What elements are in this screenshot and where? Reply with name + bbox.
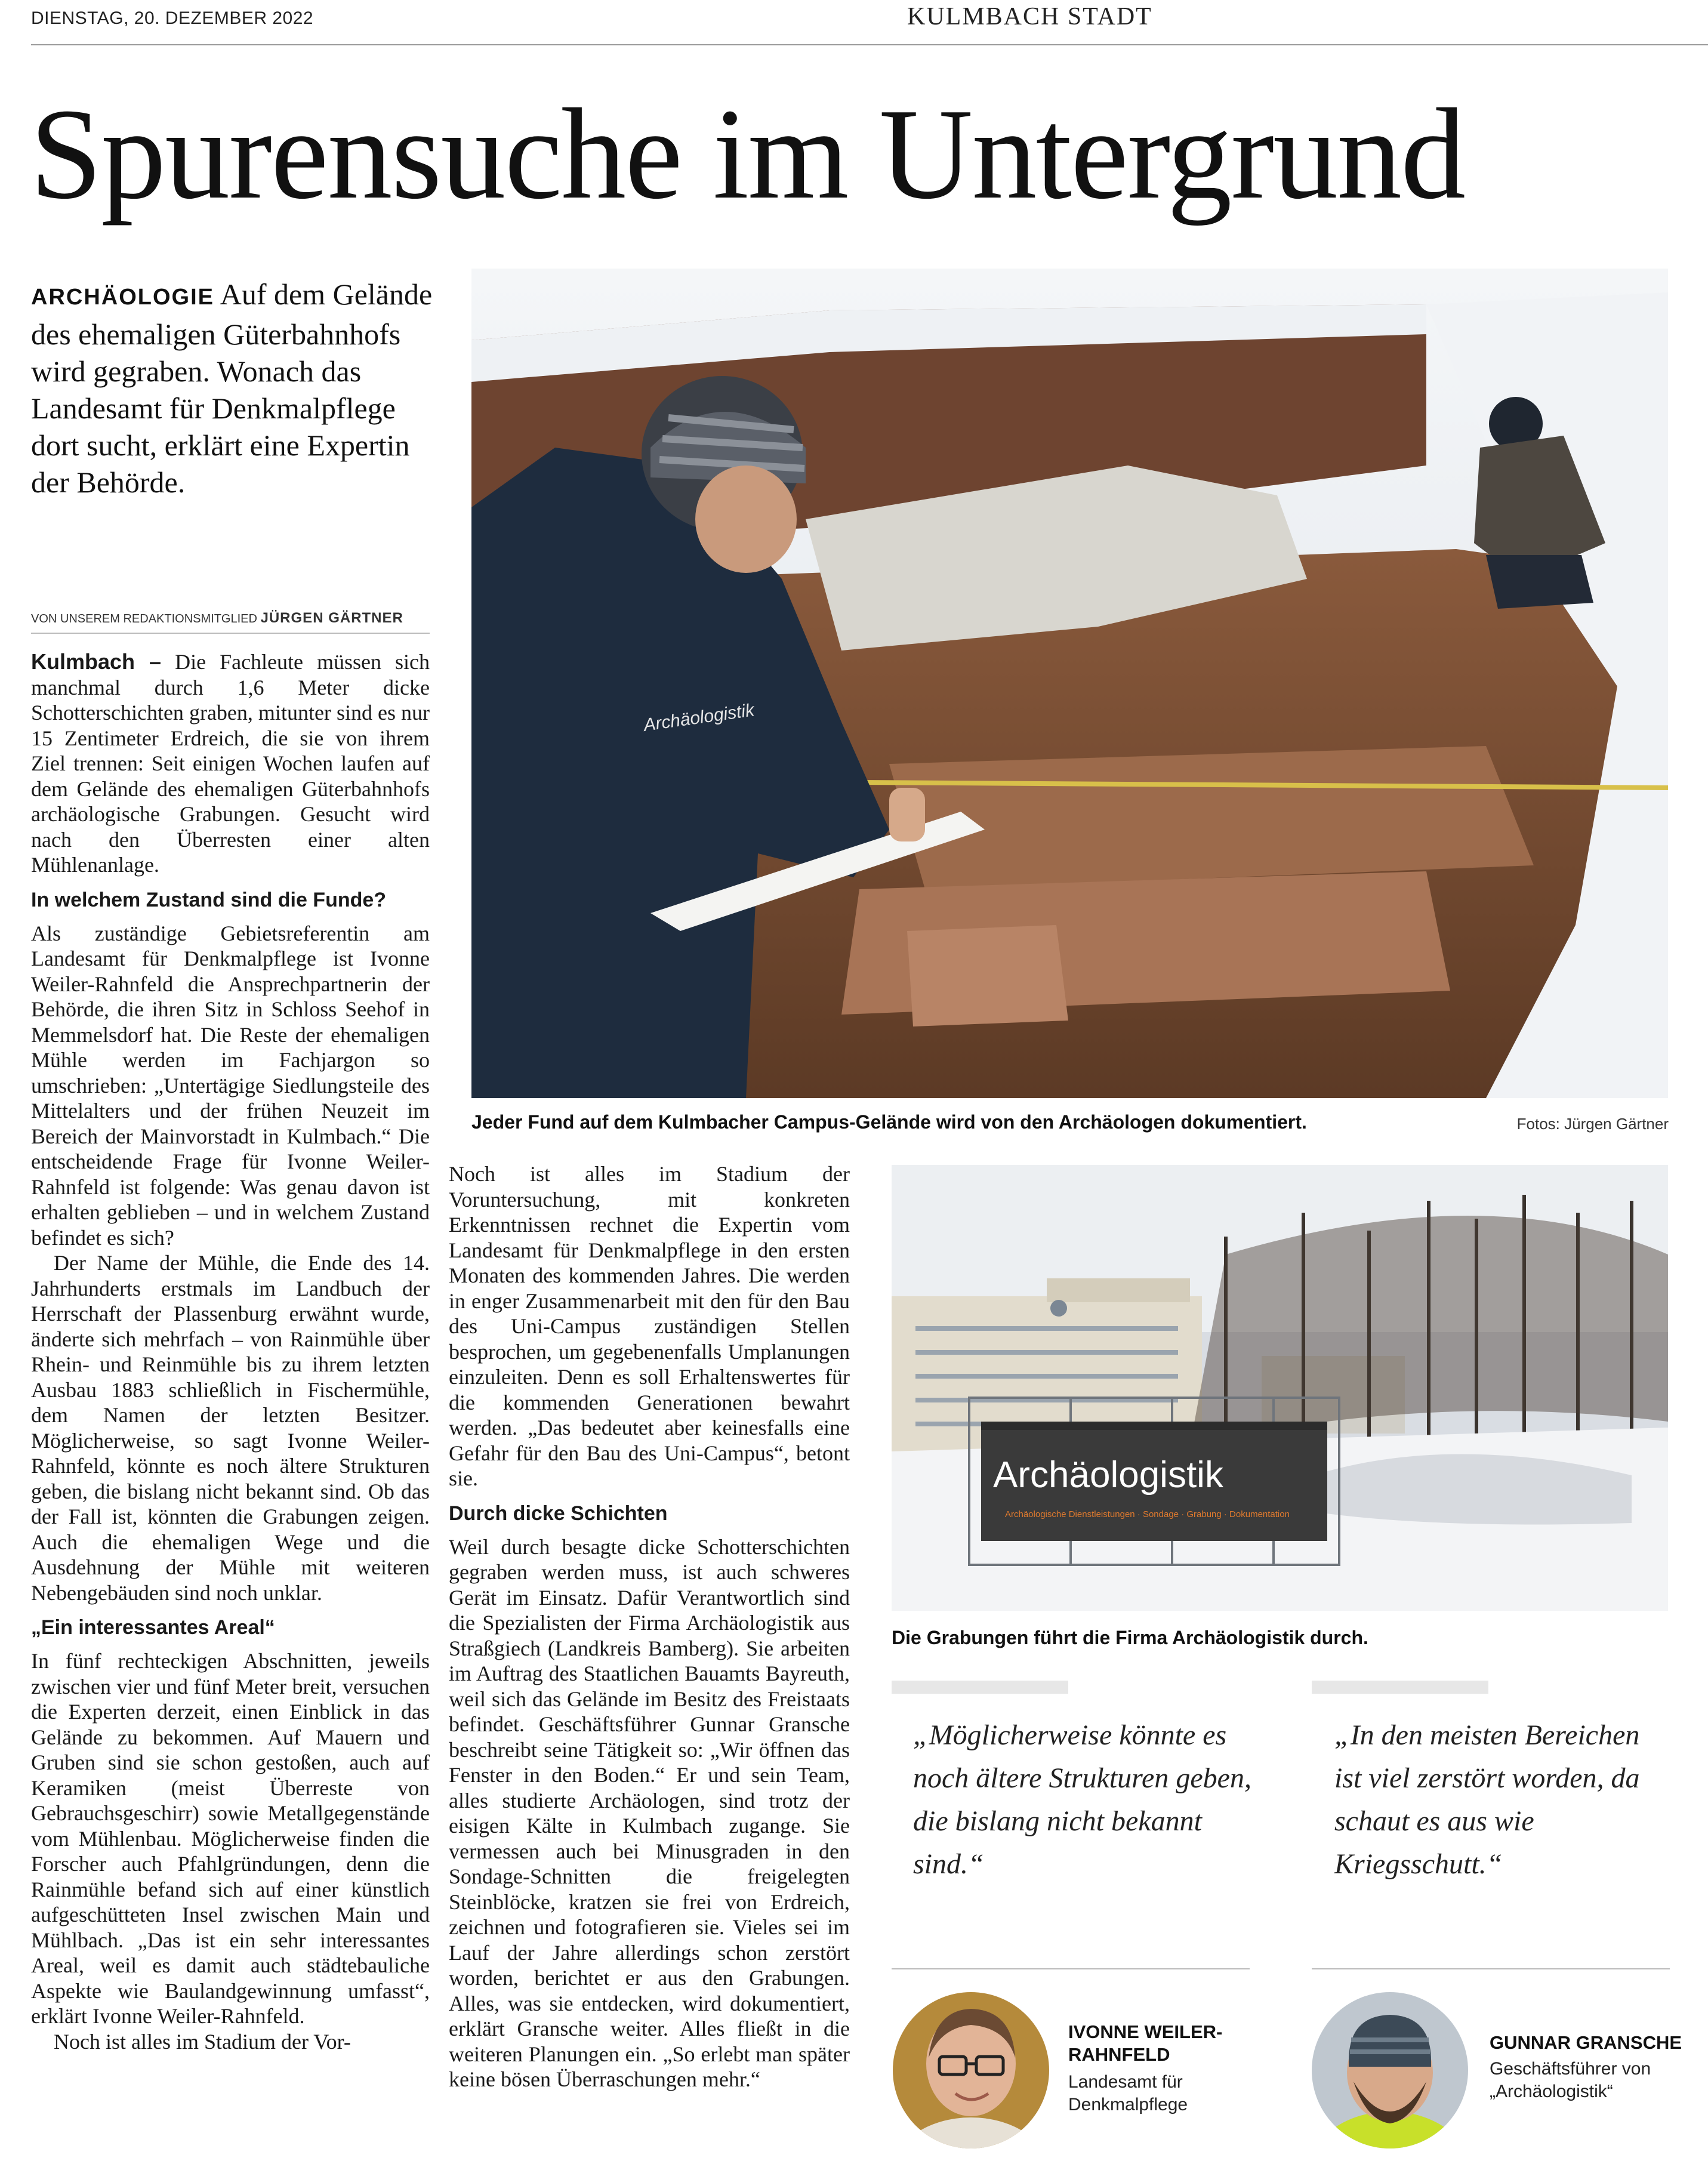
- paragraph-6: Weil durch besagte dicke Schotterschichten gegraben werden muss, ist auch schweres Gerät im Einsatz. Dafür Verantwortlich sind die Spezialisten der Firma Archäologistik aus Straßgiech (Landkreis Bamberg). Sie arbeiten im Auftrag des Staatlichen Bauamts Bayreuth, weil sich das Gelände im Besitz des Freistaats befindet. Geschäftsführer Gunnar Gransche beschreibt seine Tätigkeit so: „Wir öffnen das Fenster in den Boden.“ Er und sein Team, alles studierte Archäologen, sind trotz der eisigen Kälte in Kulmbach zugange. Sie vermessen auch bei Minusgraden in den Sondage-Schnitten die freigelegten Steinblöcke, kratzen sie frei von Erdreich, zeichnen und fotografieren sie. Vieles sei im Lauf der Jahre allerdings schon zerstört worden, berichtet er aus den Grabungen. Alles, was sie entdecken, wird dokumentiert, erklärt Gransche weiter. Alles fließt in die weiteren Planungen ein. „So erlebt man später keine bösen Überraschungen mehr.“: [449, 1534, 850, 2091]
- paragraph-5: Noch ist alles im Stadium der Voruntersuchung, mit konkreten Erkenntnissen rechnet die Expertin vom Landesamt für Denkmalpflege in den ersten Monaten des kommenden Jahres. Die werden in enger Zusammenarbeit mit den für den Bau des Uni-Campus zuständigen Stellen besprochen, um gegebenenfalls Umplanungen einzuleiten. Denn es soll Erhaltenswertes für die kommenden Generationen bewahrt werden. „Das bedeutet aber keinesfalls eine Gefahr für den Bau des Uni-Campus“, betont sie.: [449, 1162, 850, 1490]
- byline-divider: [31, 633, 430, 634]
- quote-divider-1: [892, 1968, 1250, 1969]
- portrait-gransche: [1312, 1992, 1468, 2148]
- byline: [31, 610, 437, 627]
- paragraph-1-text: Die Fachleute müssen sich manchmal durch 1,6 Meter dicke Schotterschichten graben, mitunter sind es nur 15 Zentimeter Erdreich, die sie von ihrem Ziel trennen: Seit einigen Wochen laufen auf dem Gelände des ehemaligen Güterbahnhofs archäologische Grabungen. Gesucht wird nach den Überresten einer alten Mühlenanlage.: [31, 650, 430, 877]
- person-role-1: Landesamt für Denkmalpflege: [1068, 2072, 1188, 2114]
- quote-gransche: „In den meisten Bereichen ist viel zerstört worden, da schaut es aus wie Kriegsschutt.“: [1334, 1719, 1640, 1880]
- issue-date: DIENSTAG, 20. DEZEMBER 2022: [31, 8, 314, 28]
- subheading-1: In welchem Zustand sind die Funde?: [31, 888, 387, 911]
- article-column-1: [31, 649, 430, 2153]
- paragraph-5-start: Noch ist alles im Stadium der Vor-: [54, 2029, 351, 2054]
- person-name-2: GUNNAR GRANSCHE: [1490, 2032, 1682, 2053]
- person-name-1: IVONNE WEILER-RAHNFELD: [1068, 2021, 1223, 2065]
- photo-caption-1: Jeder Fund auf dem Kulmbacher Campus-Gelände wird von den Archäologen dokumentiert.: [471, 1111, 1307, 1133]
- paragraph-3: Der Name der Mühle, die Ende des 14. Jahrhunderts erstmals im Landbuch der Herrschaft der Plassenburg erwähnt wurde, änderte sich mehrfach – von Rainmühle über Rhein- und Reinmühle bis zu ihrem letzten Ausbau 1883 schließlich in Fischermühle, dem Namen der letzten Besitzer. Möglicherweise, so sagt Ivonne Weiler-Rahnfeld, könnte es noch ältere Strukturen geben, die bislang nicht bekannt sind. Ob das der Fall ist, könnten die Grabungen zeigen. Auch die ehemaligen Wege und die Ausdehnung der Mühle mit weiteren Nebengebäuden sind noch unklar.: [31, 1251, 430, 1605]
- banner-subtext: Archäologische Dienstleistungen · Sondage · Grabung · Dokumentation: [1005, 1509, 1290, 1519]
- quote-bar-2: [1312, 1681, 1488, 1694]
- portrait-weiler-rahnfeld: [893, 1992, 1049, 2148]
- dateline: Kulmbach –: [31, 649, 162, 674]
- site-banner-photo: [892, 1165, 1668, 1611]
- article-column-2: [449, 1161, 850, 2164]
- quote-divider-2: [1312, 1968, 1670, 1969]
- subheading-3: Durch dicke Schichten: [449, 1502, 668, 1525]
- header-divider: [31, 44, 1708, 45]
- excavation-photo: [471, 269, 1668, 1098]
- quote-bar-1: [892, 1681, 1068, 1694]
- intro-text: Auf dem Gelände des ehemaligen Güterbahnhofs wird gegraben. Wonach das Landesamt für Denkmalpflege dort sucht, erklärt eine Expertin der Behörde.: [31, 278, 433, 499]
- article-intro: [31, 276, 437, 501]
- person-role-2: Geschäftsführer von „Archäologistik“: [1490, 2059, 1651, 2101]
- article-headline: Spurensuche im Untergrund: [30, 82, 1465, 226]
- jacket-logo: Archäologistik: [642, 700, 756, 735]
- photo-caption-2: Die Grabungen führt die Firma Archäologistik durch.: [892, 1627, 1368, 1648]
- paragraph-2: Als zuständige Gebietsreferentin am Landesamt für Denkmalpflege ist Ivonne Weiler-Rahnfeld die Ansprechpartnerin der Behörde, die ihren Sitz in Schloss Seehof in Memmelsdorf hat. Die Reste der ehemaligen Mühle werden im Fachjargon so umschrieben: „Untertägige Siedlungsteile des Mittelalters und der frühen Neuzeit im Bereich der Mainvorstadt in Kulmbach.“ Die entscheidende Frage für Ivonne Weiler-Rahnfeld ist folgende: Was genau davon ist erhalten geblieben – und in welchem Zustand befindet es sich?: [31, 921, 430, 1250]
- quote-weiler-rahnfeld: „Möglicherweise könnte es noch ältere Strukturen geben, die bislang nicht bekannt sind.“: [913, 1719, 1251, 1880]
- section-title: KULMBACH STADT: [907, 3, 1152, 30]
- byline-author: JÜRGEN GÄRTNER: [260, 610, 403, 626]
- paragraph-1: [31, 649, 430, 878]
- byline-prefix: VON UNSEREM REDAKTIONSMITGLIED: [31, 612, 257, 625]
- banner-logo: Archäologistik: [993, 1454, 1223, 1496]
- photo-credit: Fotos: Jürgen Gärtner: [1516, 1115, 1669, 1133]
- subheading-2: „Ein interessantes Areal“: [31, 1616, 275, 1639]
- paragraph-4: In fünf rechteckigen Abschnitten, jeweils zwischen vier und fünf Meter breit, versuchen die Experten derzeit, einen Einblick in das Gelände zu bekommen. Auf Mauern und Gruben sind sie schon gestoßen, auch auf Keramiken (meist Überreste von Gebrauchsgeschirr) sowie Metallgegenstände vom Mühlenbau. Möglicherweise finden die Forscher auch Pfahlgründungen, denn die Rainmühle befand sich auf einer künstlich aufgeschütteten Insel zwischen Main und Mühlbach. „Das ist ein sehr interessantes Areal, weil es damit auch städtebauliche Aspekte wie Baulandgewinnung umfasst“, erklärt Ivonne Weiler-Rahnfeld.: [31, 1649, 430, 2028]
- intro-kicker: ARCHÄOLOGIE: [31, 285, 214, 310]
